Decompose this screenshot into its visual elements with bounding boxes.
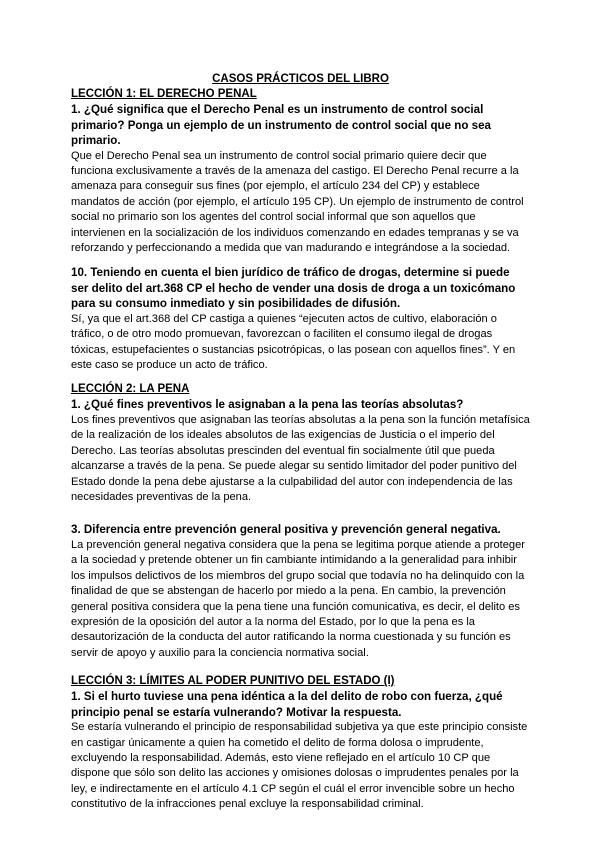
lesson-2-answer-3: La prevención general negativa considera que la pena se legitima porque atiende a proteger a la sociedad y pretende obtener un fin cambiante intimidando a la generalidad para inhibir los impulsos delictivos de los miembros del grupo social que todavía no ha delinquido con la finalidad de que se abstengan de hacerlo por miedo a la pena. En cambio, la prevención general positiva considera que la pena tiene una función comunicativa, es decir, el delito es expresión de la oposición del autor a la norma del Estado, por lo que la pena es la desautorización de la conducta del autor ratificando la norma cuestionada y su función es servir de apoyo y auxilio para la conciencia normativa social. (71, 538, 525, 659)
lesson-1-question-10: 10. Teniendo en cuenta el bien jurídico de tráfico de drogas, determine si puede ser delito del art.368 CP el hecho de vender una dosis de droga a un toxicómano para su consumo inmediato y sin posibilidades de difusión. (71, 266, 516, 311)
lesson-1-section (71, 87, 530, 373)
lesson-2-question-1: 1. ¿Qué fines preventivos le asignaban a la pena las teorías absolutas? (71, 398, 464, 412)
lesson-1-question-1: 1. ¿Qué significa que el Derecho Penal es un instrumento de control social primario? Ponga un ejemplo de un instrumento de control social que no sea primario. (71, 103, 492, 147)
document-title: CASOS PRÁCTICOS DEL LIBRO (212, 73, 389, 85)
spacer (71, 505, 530, 522)
lesson-1-heading: LECCIÓN 1: EL DERECHO PENAL (71, 88, 257, 100)
lesson-3-section (71, 674, 530, 812)
lesson-3-question-1: 1. Si el hurto tuviese una pena idéntica a la del delito de robo con fuerza, ¿qué principio penal se estaría vulnerando? Motivar la respuesta. (71, 690, 503, 719)
lesson-2-question-3: 3. Diferencia entre prevención general positiva y prevención general negativa. (71, 523, 501, 537)
lesson-3-heading: LECCIÓN 3: LÍMITES AL PODER PUNITIVO DEL ESTADO (I) (71, 675, 395, 688)
lesson-3-answer-1: Se estaría vulnerando el principio de responsabilidad subjetiva ya que este principio consiste en castigar únicamente a quien ha cometido el delito de forma dolosa o imprudente, excluyendo la responsabilidad. Además, esto viene reflejado en el artículo 10 CP que dispone que sólo son delito las acciones y omisiones dolosas o imprudentes penales por la ley, e indirectamente en el artículo 4.1 CP según el cuál el error invencible sobre un hecho constitutivo de la infracciones penal excluye la responsabilidad criminal. (71, 721, 528, 811)
lesson-2-answer-1: Los fines preventivos que asignaban las teorías absolutas a la pena son la función metafísica de la realización de los ideales absolutos de las exigencias de Justicia o el imperio del Derecho. Las teorías absolutas prescinden del eventual fin socialmente útil que pueda alcanzarse a través de la pena. Se puede alegar su sentido limitador del poder punitivo del Estado donde la pena debe ajustarse a la culpabilidad del autor con independencia de las necesidades preventivas de la pena. (71, 413, 530, 503)
lesson-2-heading: LECCIÓN 2: LA PENA (71, 383, 190, 396)
spacer (71, 661, 530, 674)
lesson-1-answer-1: Que el Derecho Penal sea un instrumento de control social primario quiere decir que funciona exclusivamente a través de la amenaza del castigo. El Derecho Penal recurre a la amenaza para conseguir sus fines (por ejemplo, el artículo 234 del CP) y establece mandatos de acción (por ejemplo, el artículo 195 CP). Un ejemplo de instrumento de control social no primario son los agentes del control social informal que son aquellos que intervienen en la socialización de los individuos comenzando en edades tempranas y se va reforzando y perfeccionando a medida que van madurando e integrándose a la sociedad. (71, 149, 524, 254)
lesson-1-answer-10: Sí, ya que el art.368 del CP castiga a quienes “ejecuten actos de cultivo, elaboración o tráfico, o de otro modo promuevan, favorezcan o faciliten el consumo ilegal de drogas tóxicas, estupefacientes o sustancias psicotrópicas, o las posean con aquellos fines”. Y en este caso se produce un acto de tráfico. (71, 312, 516, 372)
spacer (71, 256, 530, 265)
spacer (71, 373, 530, 382)
lesson-2-section (71, 382, 530, 661)
